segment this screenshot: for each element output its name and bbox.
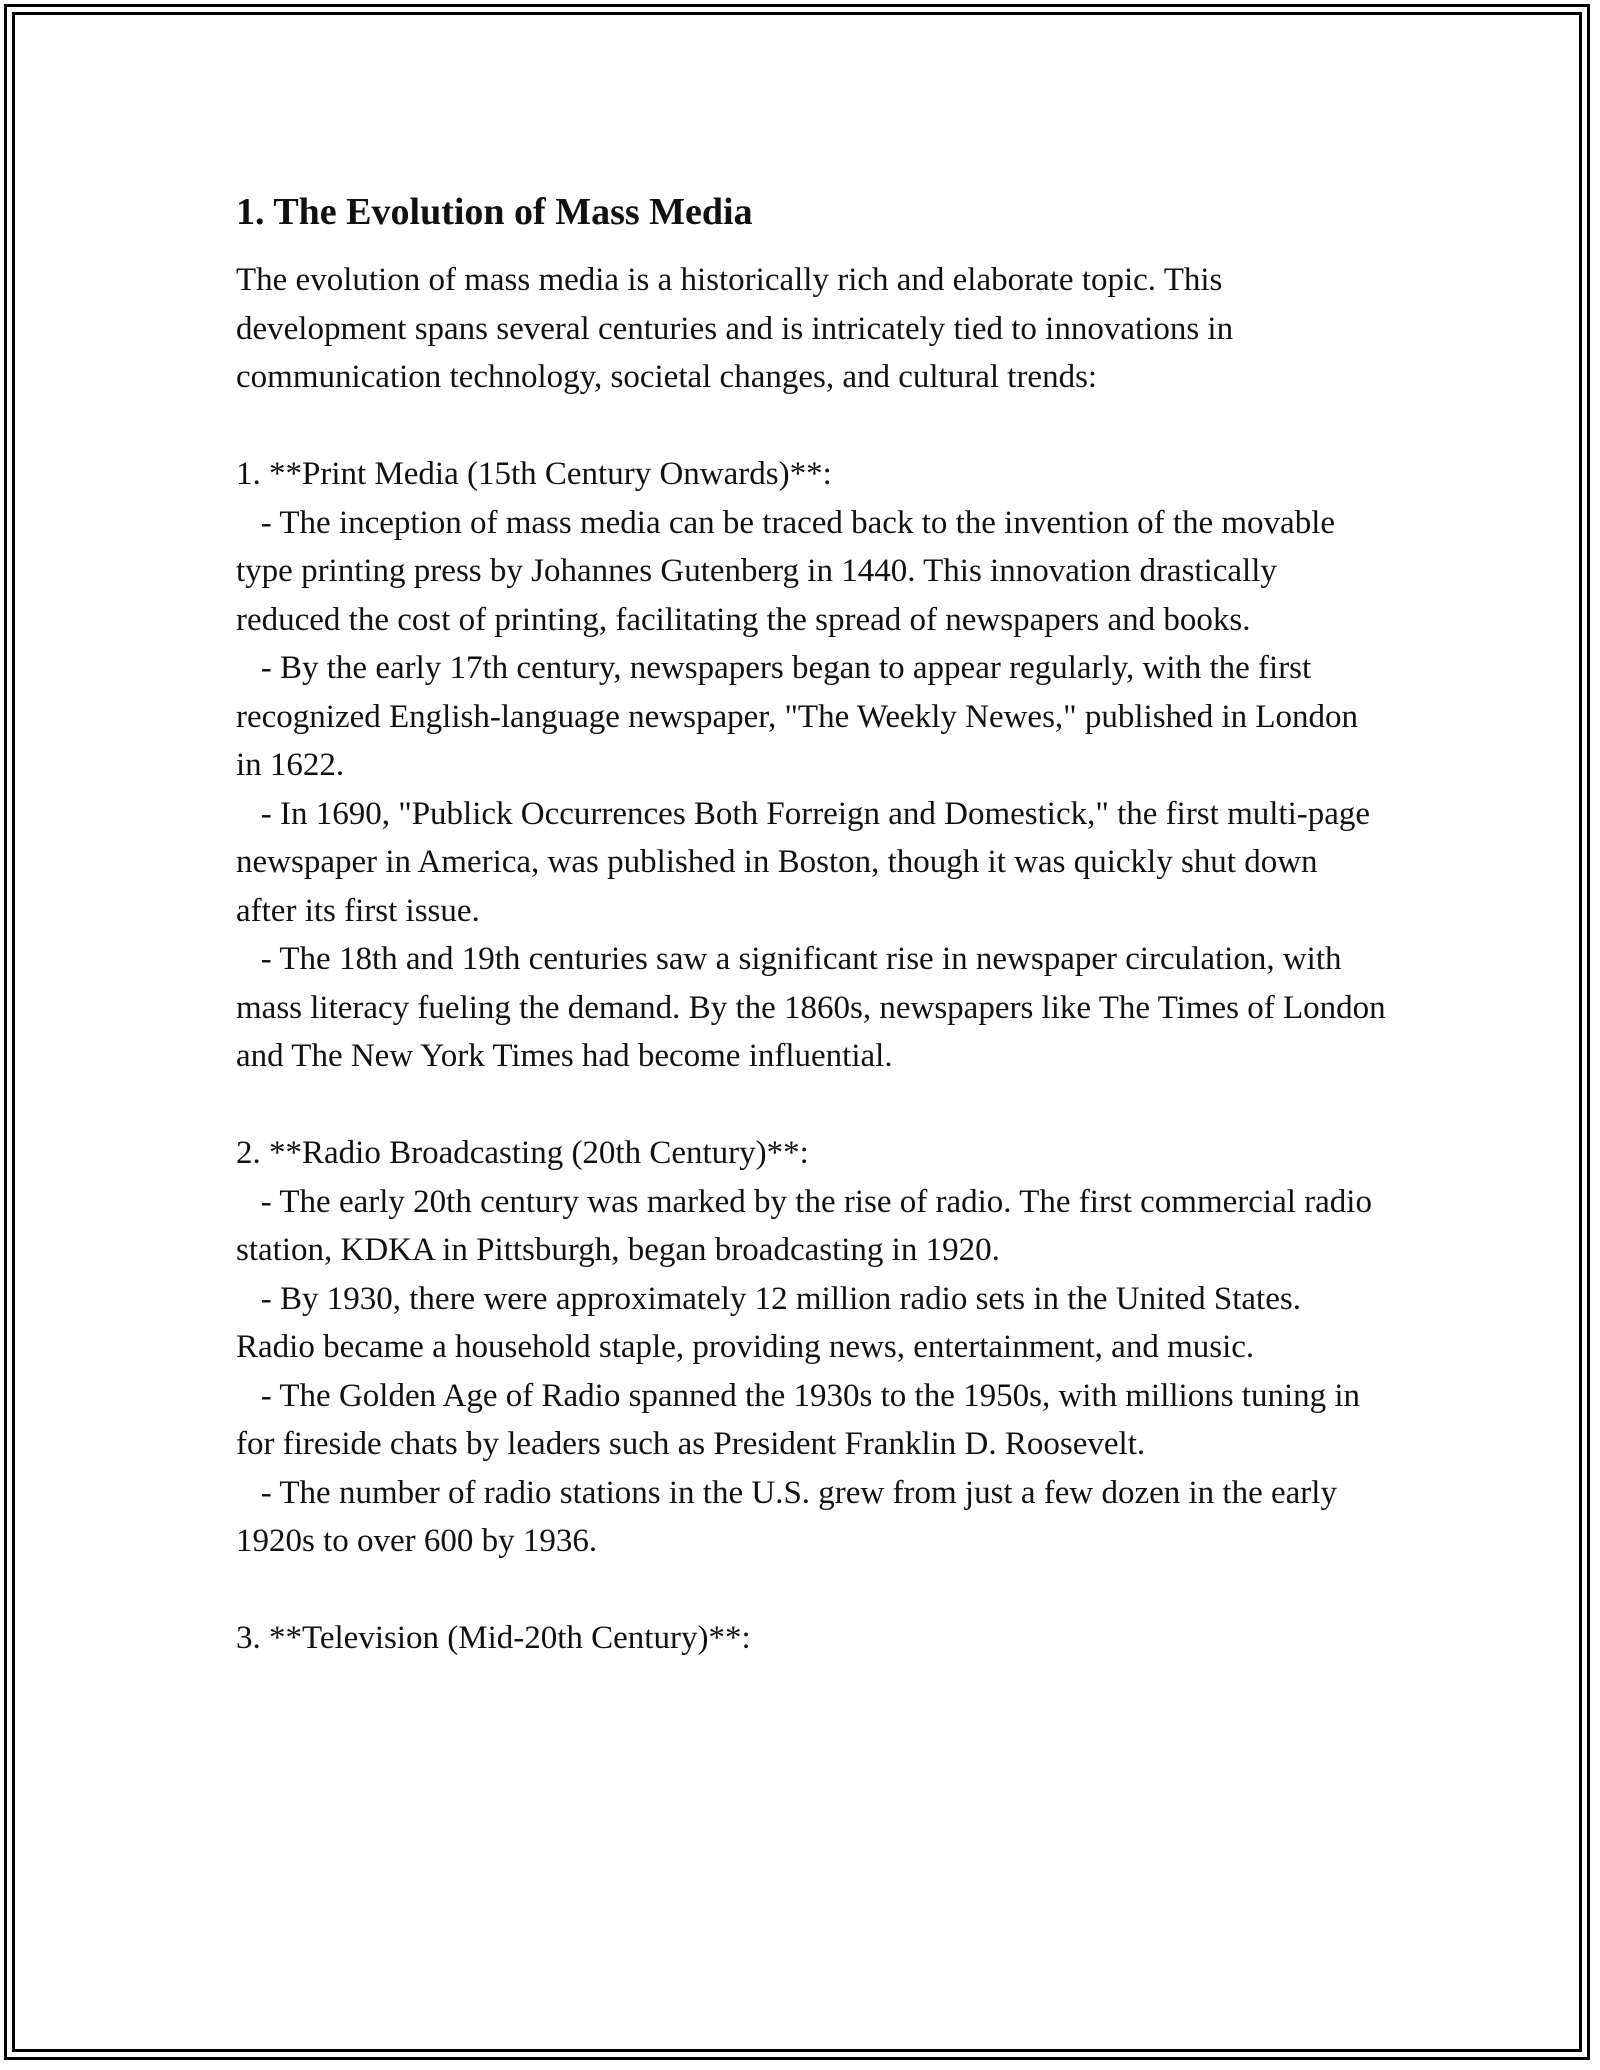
document-title: 1. The Evolution of Mass Media [236,191,753,233]
bullet-radio-2: - By 1930, there were approximately 12 million radio sets in the United States. Radio became a household staple, providing news, entertainment, and music. [236,1280,1310,1365]
intro-paragraph: The evolution of mass media is a historically rich and elaborate topic. This development spans several centuries and is intricately tied to innovations in communication technology, societal changes, and cultural trends: [236,262,1242,395]
bullet-radio-3: - The Golden Age of Radio spanned the 1930s to the 1950s, with millions tuning in for fireside chats by leaders such as President Franklin D. Roosevelt. [236,1377,1369,1462]
bullet-radio-4: - The number of radio stations in the U.S. grew from just a few dozen in the early 1920s to over 600 by 1936. [236,1474,1346,1559]
document-body [236,186,1394,1663]
spacer [236,1566,1386,1615]
bullet-print-media-2: - By the early 17th century, newspapers began to appear regularly, with the first recognized English-language newspaper, "The Weekly Newes," published in London in 1622. [236,650,1367,783]
bullet-print-media-3: - In 1690, "Publick Occurrences Both Forreign and Domestick," the first multi-page newspaper in America, was published in Boston, though it was quickly shut down after its first issue. [236,795,1379,929]
spacer [236,1081,1386,1130]
bullet-print-media-1: - The inception of mass media can be traced back to the invention of the movable type printing press by Johannes Gutenberg in 1440. This innovation drastically reduced the cost of printing, facilitating the spread of newspapers and books. [236,504,1344,638]
section-heading-print-media: 1. **Print Media (15th Century Onwards)**: [236,456,832,492]
section-heading-television: 3. **Television (Mid-20th Century)**: [236,1620,751,1656]
bullet-radio-1: - The early 20th century was marked by the rise of radio. The first commercial radio station, KDKA in Pittsburgh, began broadcasting in 1920. [236,1183,1381,1268]
bullet-print-media-4: - The 18th and 19th centuries saw a significant rise in newspaper circulation, with mass literacy fueling the demand. By the 1860s, newspapers like The Times of London and The New York Times had become influential. [236,941,1394,1074]
spacer [236,402,1386,451]
section-heading-radio: 2. **Radio Broadcasting (20th Century)**: [236,1135,809,1171]
